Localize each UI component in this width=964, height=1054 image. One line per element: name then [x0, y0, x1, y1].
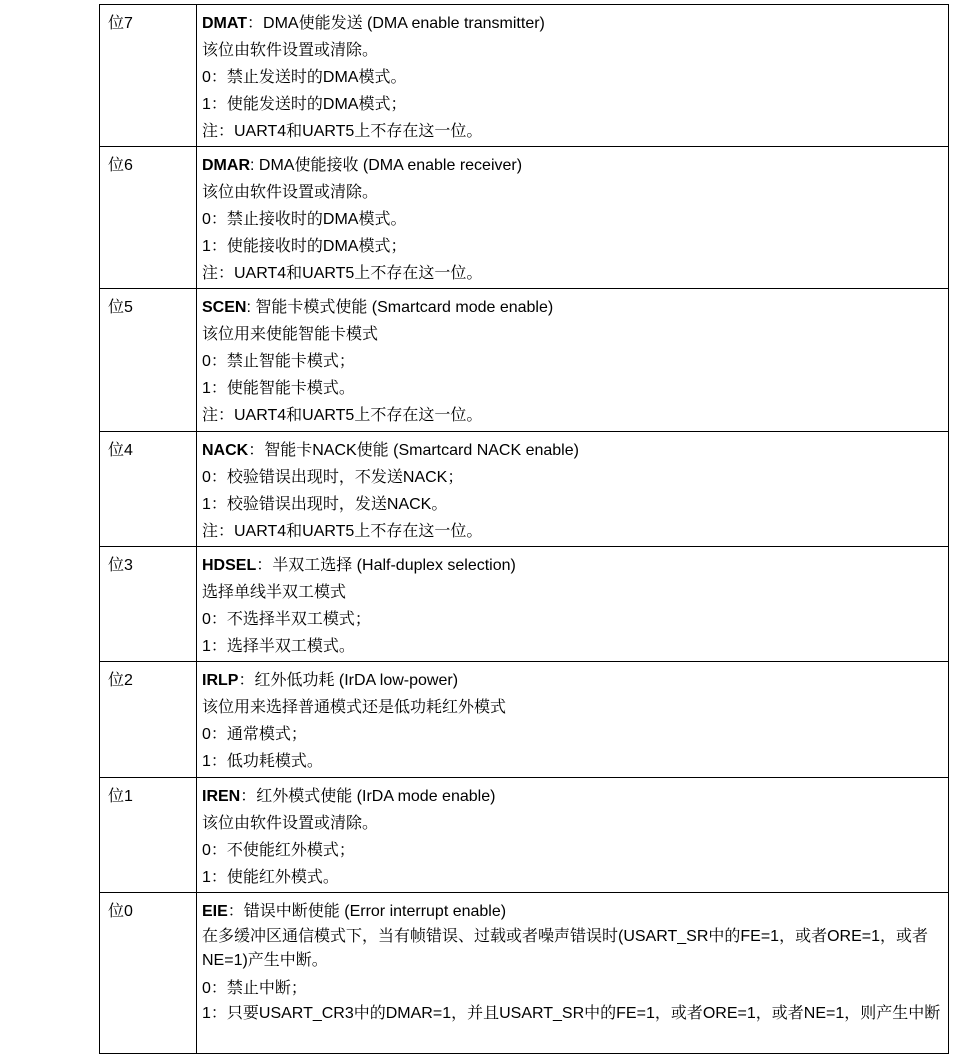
field-title-text: ：智能卡NACK使能 (Smartcard NACK enable)	[248, 442, 579, 459]
field-title-text: ：错误中断使能 (Error interrupt enable)	[227, 903, 507, 920]
field-title	[202, 10, 942, 37]
bit-description	[197, 893, 949, 1054]
description-line: 选择单线半双工模式	[202, 584, 347, 601]
field-title	[202, 437, 942, 464]
bit-number: 位1	[100, 778, 197, 893]
table-row	[100, 432, 949, 547]
description-line: 0：通常模式；	[202, 726, 307, 743]
description-line: 该位由软件设置或清除。	[202, 815, 379, 832]
description-line: 注：UART4和UART5上不存在这一位。	[202, 407, 483, 424]
field-title	[202, 294, 942, 321]
description-line: 0：禁止中断；	[202, 980, 307, 997]
register-bit-table	[99, 4, 949, 1054]
field-title	[202, 783, 942, 810]
field-title-text: ：DMA使能发送 (DMA enable transmitter)	[247, 15, 545, 32]
description-line: 0：不使能红外模式；	[202, 842, 355, 859]
description-line: 该位用来使能智能卡模式	[202, 326, 379, 343]
description-line: 0：禁止智能卡模式；	[202, 353, 355, 370]
description-line: 1：低功耗模式。	[202, 753, 323, 770]
bit-description	[197, 432, 949, 547]
field-title	[202, 667, 942, 694]
table-row	[100, 5, 949, 147]
bit-number: 位3	[100, 547, 197, 662]
field-name: IRLP	[202, 672, 239, 689]
bit-number: 位0	[100, 893, 197, 1054]
field-title	[202, 898, 942, 925]
description-line: 0：校验错误出现时，不发送NACK；	[202, 469, 464, 486]
bit-number: 位2	[100, 662, 197, 778]
field-title	[202, 152, 942, 179]
field-title-text: : 智能卡模式使能 (Smartcard mode enable)	[246, 299, 554, 316]
bit-description	[197, 662, 949, 778]
field-name: NACK	[202, 442, 249, 459]
table-row	[100, 147, 949, 289]
description-line: 0：禁止接收时的DMA模式。	[202, 211, 407, 228]
description-line: 注：UART4和UART5上不存在这一位。	[202, 265, 483, 282]
table-row	[100, 662, 949, 778]
description-line: 1：使能红外模式。	[202, 869, 339, 886]
bit-description	[197, 547, 949, 662]
field-title-text: ：红外模式使能 (IrDA mode enable)	[240, 788, 496, 805]
bit-number: 位6	[100, 147, 197, 289]
field-name: HDSEL	[202, 557, 257, 574]
field-name: SCEN	[202, 299, 247, 316]
table-row	[100, 547, 949, 662]
field-name: DMAR	[202, 157, 250, 174]
bit-number: 位4	[100, 432, 197, 547]
description-line: 该位用来选择普通模式还是低功耗红外模式	[202, 699, 507, 716]
description-line: 注：UART4和UART5上不存在这一位。	[202, 123, 483, 140]
field-name: DMAT	[202, 15, 248, 32]
description-line: 1：使能接收时的DMA模式；	[202, 238, 407, 255]
bit-number: 位7	[100, 5, 197, 147]
bit-description	[197, 289, 949, 432]
bit-description	[197, 5, 949, 147]
bit-description	[197, 147, 949, 289]
field-name: EIE	[202, 903, 228, 920]
description-line: 该位由软件设置或清除。	[202, 184, 379, 201]
description-line: 注：UART4和UART5上不存在这一位。	[202, 523, 483, 540]
description-line: 1：只要USART_CR3中的DMAR=1，并且USART_SR中的FE=1，或者ORE=1，或者NE=1，则产生中断	[202, 1005, 941, 1022]
bit-description	[197, 778, 949, 893]
field-title	[202, 552, 942, 579]
table-row	[100, 289, 949, 432]
bit-number: 位5	[100, 289, 197, 432]
field-name: IREN	[202, 788, 241, 805]
description-line: 0：禁止发送时的DMA模式。	[202, 69, 407, 86]
table-row	[100, 893, 949, 1054]
description-line: 该位由软件设置或清除。	[202, 42, 379, 59]
description-line: 1：使能发送时的DMA模式；	[202, 96, 407, 113]
table-row	[100, 778, 949, 893]
description-line: 0：不选择半双工模式；	[202, 611, 371, 628]
description-line: 1：校验错误出现时，发送NACK。	[202, 496, 448, 513]
description-line: 1：使能智能卡模式。	[202, 380, 355, 397]
field-title-text: : DMA使能接收 (DMA enable receiver)	[250, 157, 523, 174]
field-title-text: ：红外低功耗 (IrDA low-power)	[238, 672, 459, 689]
field-title-text: ：半双工选择 (Half-duplex selection)	[256, 557, 516, 574]
description-line: 1：选择半双工模式。	[202, 638, 355, 655]
description-line: 在多缓冲区通信模式下，当有帧错误、过载或者噪声错误时(USART_SR中的FE=1，或者ORE=1，或者NE=1)产生中断。	[202, 928, 928, 969]
